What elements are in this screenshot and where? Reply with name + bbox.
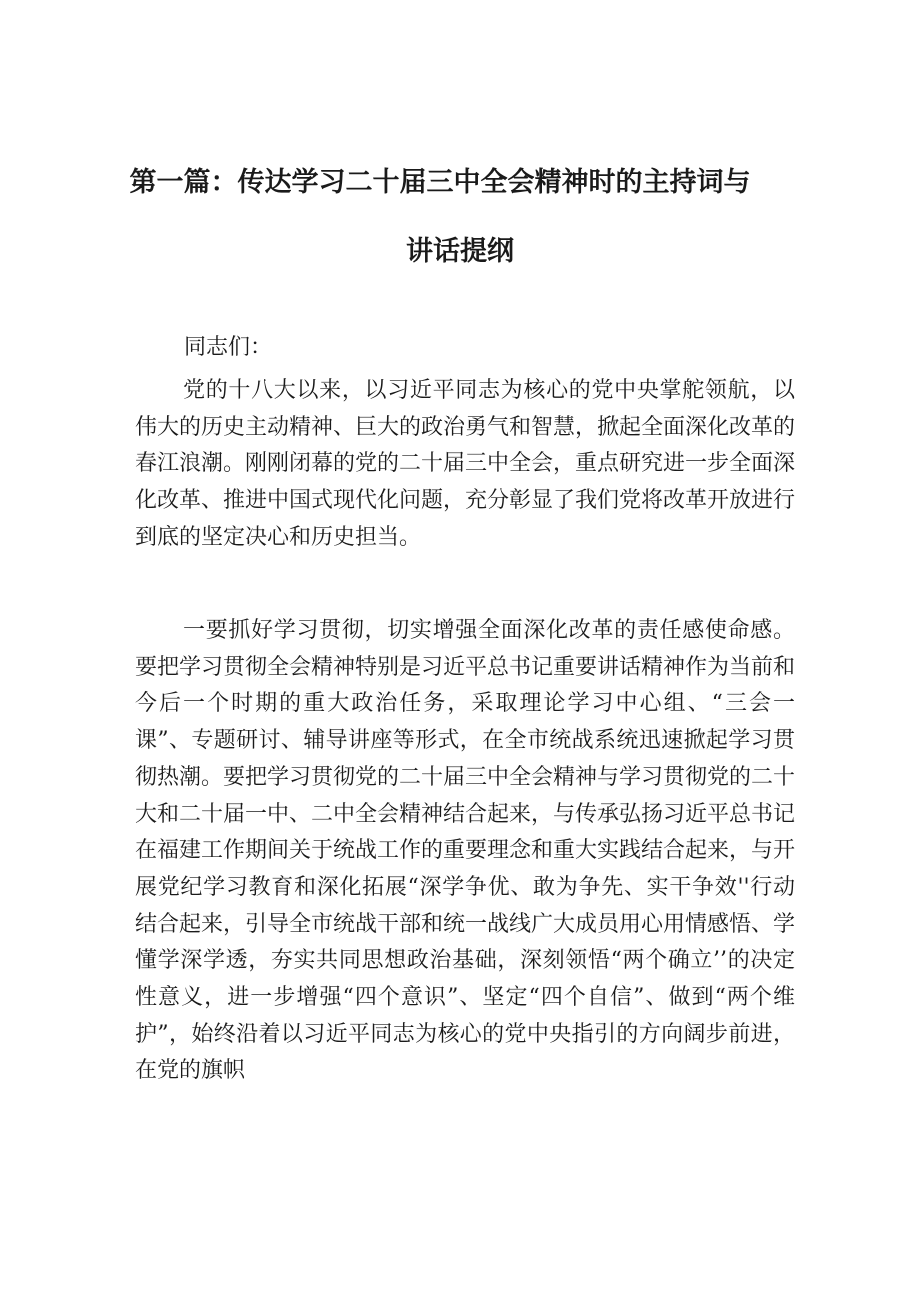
- paragraph-point-one: 一要抓好学习贯彻，切实增强全面深化改革的责任感使命感。要把学习贯彻全会精神特别是习近平总书记重要讲话精神作为当前和今后一个时期的重大政治任务，采取理论学习中心组、“三会一课”、专题研讨、辅导讲座等形式，在全市统战系统迅速掀起学习贯彻热潮。要把学习贯彻党的二十届三中全会精神与学习贯彻党的二十大和二十届一中、二中全会精神结合起来，与传承弘扬习近平总书记在福建工作期间关于统战工作的重要理念和重大实践结合起来，与开展党纪学习教育和深化拓展“深学争优、敢为争先、实干争效''行动结合起来，引导全市统战干部和统一战线广大成员用心用情感悟、学懂学深学透，夯实共同思想政治基础，深刻领悟“两个确立’’的决定性意义，进一步增强“四个意识”、坚定“四个自信”、做到“两个维护”，始终沿着以习近平同志为核心的党中央指引的方向阔步前进，在党的旗帜: [135, 618, 796, 1084]
- document-title-line-2: 讲话提纲: [406, 236, 514, 267]
- paragraph-intro: 党的十八大以来，以习近平同志为核心的党中央掌舵领航，以伟大的历史主动精神、巨大的政治勇气和智慧，掀起全面深化改革的春江浪潮。刚刚闭幕的党的二十届三中全会，重点研究进一步全面深化改革、推进中国式现代化问题，充分彰显了我们党将改革开放进行到底的坚定决心和历史担当。: [135, 378, 796, 550]
- salutation: 同志们：: [184, 335, 273, 360]
- document-title-line-1: 第一篇：传达学习二十届三中全会精神时的主持词与: [129, 167, 751, 198]
